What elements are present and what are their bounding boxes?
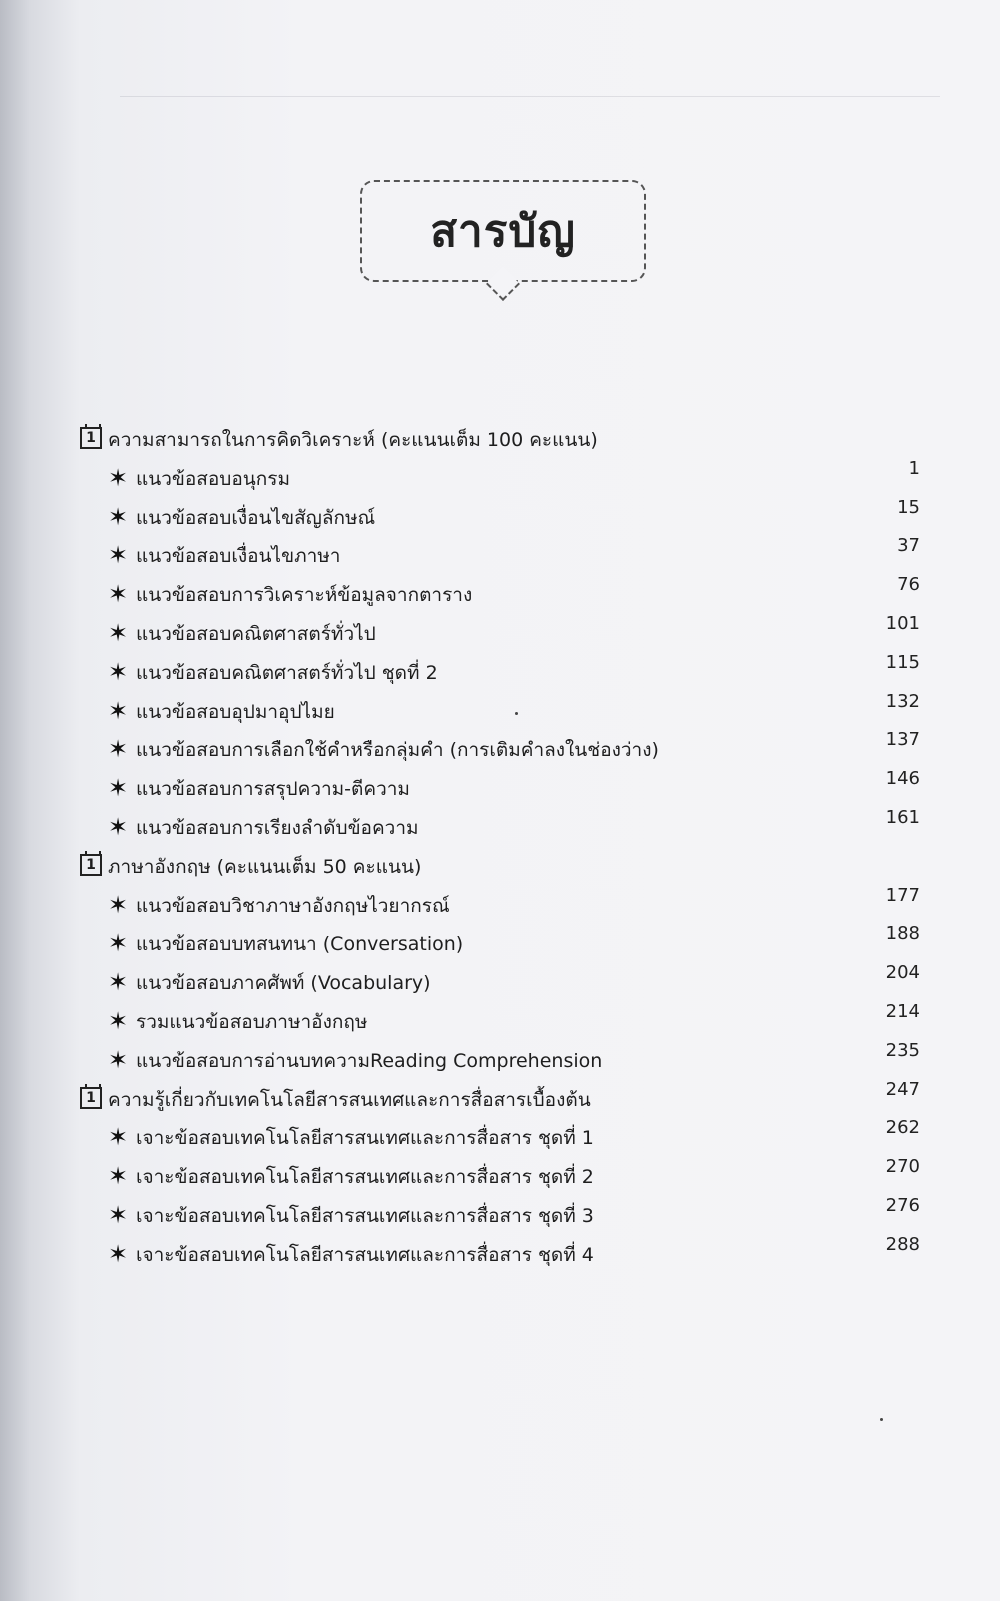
toc-section-row xyxy=(80,1078,940,1126)
toc-page-number: 76 xyxy=(897,574,920,596)
toc-label: แนวข้อสอบเงื่อนไขภาษา xyxy=(136,545,341,568)
toc-label: แนวข้อสอบการเรียงลำดับข้อความ xyxy=(136,816,419,839)
toc-entry-row xyxy=(80,535,940,582)
star-icon: ✶ xyxy=(108,774,129,803)
toc-label: แนวข้อสอบเงื่อนไขสัญลักษณ์ xyxy=(136,506,376,529)
toc-label: ความรู้เกี่ยวกับเทคโนโลยีสารสนเทศและการสื่อสารเบื้องต้น xyxy=(108,1088,591,1111)
toc-label: ความสามารถในการคิดวิเคราะห์ (คะแนนเต็ม 100 คะแนน) xyxy=(108,429,598,451)
toc-label: แนวข้อสอบอนุกรม xyxy=(136,467,291,490)
table-of-contents xyxy=(80,427,940,1281)
toc-entry-row xyxy=(80,1039,940,1087)
page-title: สารบัญ xyxy=(430,206,576,257)
star-icon: ✶ xyxy=(108,929,129,958)
toc-label: เจาะข้อสอบเทคโนโลยีสารสนเทศและการสื่อสาร ชุดที่ 2 xyxy=(136,1166,594,1189)
section-number-icon: 1 xyxy=(80,427,102,449)
toc-page-number: 288 xyxy=(885,1233,920,1255)
toc-page-number: 214 xyxy=(885,1000,920,1022)
star-icon: ✶ xyxy=(108,580,129,609)
toc-label: แนวข้อสอบการเลือกใช้คำหรือกลุ่มคำ (การเติมคำลงในช่องว่าง) xyxy=(136,739,659,762)
toc-entry-row xyxy=(80,1000,940,1048)
toc-page-number: 177 xyxy=(885,884,920,906)
toc-page-number: 101 xyxy=(885,612,920,634)
toc-label: แนวข้อสอบคณิตศาสตร์ทั่วไป xyxy=(136,622,376,645)
star-icon: ✶ xyxy=(108,890,129,919)
toc-entry-row xyxy=(80,768,940,815)
toc-entry-row xyxy=(80,690,940,738)
toc-section-row xyxy=(80,427,940,466)
toc-page-number: 1 xyxy=(908,457,920,479)
star-icon: ✶ xyxy=(108,696,129,725)
toc-label: เจาะข้อสอบเทคโนโลยีสารสนเทศและการสื่อสาร ชุดที่ 4 xyxy=(136,1243,594,1266)
toc-page-number: 270 xyxy=(885,1156,920,1178)
toc-entry-row xyxy=(80,496,940,544)
toc-page-number: 276 xyxy=(885,1194,920,1216)
toc-entry-row xyxy=(80,923,940,970)
toc-entry-row xyxy=(80,457,940,505)
toc-label: แนวข้อสอบการอ่านบทความReading Comprehension xyxy=(136,1049,603,1072)
stray-dot xyxy=(515,712,518,715)
toc-entry-row xyxy=(80,1156,940,1203)
star-icon: ✶ xyxy=(108,1162,129,1191)
star-icon: ✶ xyxy=(108,812,129,841)
toc-page-number: 235 xyxy=(885,1039,920,1061)
toc-label: แนวข้อสอบภาคศัพท์ (Vocabulary) xyxy=(136,972,431,995)
toc-entry-row xyxy=(80,612,940,660)
star-icon: ✶ xyxy=(108,657,129,686)
toc-label: แนวข้อสอบบทสนทนา (Conversation) xyxy=(136,933,464,956)
star-icon: ✶ xyxy=(108,1123,129,1152)
star-icon: ✶ xyxy=(108,1200,129,1229)
toc-page-number: 247 xyxy=(885,1078,920,1100)
toc-page-number: 204 xyxy=(885,962,920,984)
toc-page-number: 132 xyxy=(885,690,920,712)
toc-page-number: 137 xyxy=(885,729,920,751)
toc-entry-row xyxy=(80,1233,940,1281)
toc-label: รวมแนวข้อสอบภาษาอังกฤษ xyxy=(136,1010,368,1033)
star-icon: ✶ xyxy=(108,1006,129,1035)
star-icon: ✶ xyxy=(108,735,129,764)
star-icon: ✶ xyxy=(108,502,129,531)
toc-label: แนวข้อสอบอุปมาอุปไมย xyxy=(136,700,335,723)
toc-label: แนวข้อสอบการสรุปความ-ตีความ xyxy=(136,778,410,801)
star-icon: ✶ xyxy=(108,968,129,997)
bleed-through-rule xyxy=(120,96,940,97)
toc-section-row xyxy=(80,854,940,893)
toc-page-number: 115 xyxy=(885,651,920,673)
toc-label: แนวข้อสอบการวิเคราะห์ข้อมูลจากตาราง xyxy=(136,584,473,607)
toc-label: เจาะข้อสอบเทคโนโลยีสารสนเทศและการสื่อสาร ชุดที่ 1 xyxy=(136,1127,594,1150)
toc-page-number: 188 xyxy=(885,923,920,945)
section-number-icon: 1 xyxy=(80,1087,102,1109)
toc-entry-row xyxy=(80,1117,940,1164)
toc-entry-row xyxy=(80,574,940,621)
toc-page-number: 37 xyxy=(897,535,920,557)
toc-page-number: 146 xyxy=(885,768,920,790)
toc-label: แนวข้อสอบวิชาภาษาอังกฤษไวยากรณ์ xyxy=(136,894,450,917)
star-icon: ✶ xyxy=(108,541,129,570)
toc-entry-row xyxy=(80,962,940,1009)
toc-label: เจาะข้อสอบเทคโนโลยีสารสนเทศและการสื่อสาร ชุดที่ 3 xyxy=(136,1204,594,1227)
star-icon: ✶ xyxy=(108,1239,129,1268)
toc-page-number: 262 xyxy=(885,1117,920,1139)
toc-entry-row xyxy=(80,729,940,776)
star-icon: ✶ xyxy=(108,618,129,647)
star-icon: ✶ xyxy=(108,463,129,492)
section-number-icon: 1 xyxy=(80,854,102,876)
toc-page-number: 15 xyxy=(897,496,920,518)
title-callout-box xyxy=(360,180,646,282)
toc-label: ภาษาอังกฤษ (คะแนนเต็ม 50 คะแนน) xyxy=(108,855,422,878)
toc-page-number: 161 xyxy=(885,806,920,828)
toc-entry-row xyxy=(80,806,940,854)
star-icon: ✶ xyxy=(108,1045,129,1074)
toc-entry-row xyxy=(80,884,940,932)
toc-entry-row xyxy=(80,1194,940,1242)
toc-entry-row xyxy=(80,651,940,699)
stray-dot xyxy=(880,1418,883,1421)
toc-label: แนวข้อสอบคณิตศาสตร์ทั่วไป ชุดที่ 2 xyxy=(136,661,438,684)
